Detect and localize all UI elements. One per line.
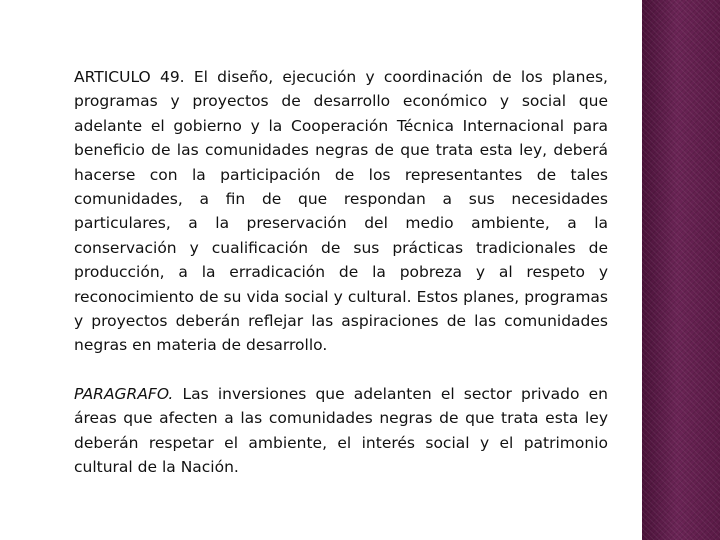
article-paragraph	[74, 65, 608, 358]
article-label: ARTICULO 49.	[74, 68, 185, 86]
article-text: El diseño, ejecución y coordinación de los planes, programas y proyectos de desarrollo económico y social que adelante el gobierno y la Cooperación Técnica Internacional para beneficio de las comunidades negras de que trata esta ley, deberá hacerse con la participación de los representantes de tales comunidades, a fin de que respondan a sus necesidades particulares, a la preservación del medio ambiente, a la conservación y cualificación de sus prácticas tradicionales de producción, a la erradicación de la pobreza y al respeto y reconocimiento de su vida social y cultural. Estos planes, programas y proyectos deberán reflejar las aspiraciones de las comunidades negras en materia de desarrollo.	[74, 68, 608, 355]
slide-body	[74, 65, 608, 480]
paragrafo-label: PARAGRAFO.	[74, 384, 174, 403]
paragrafo-text: Las inversiones que adelanten el sector privado en áreas que afecten a las comunidades negras de que trata esta ley deberán respetar el ambiente, el interés social y el patrimonio cultural de la Nación.	[74, 384, 608, 477]
paragrafo-paragraph	[74, 382, 608, 480]
decorative-side-band	[642, 0, 720, 540]
